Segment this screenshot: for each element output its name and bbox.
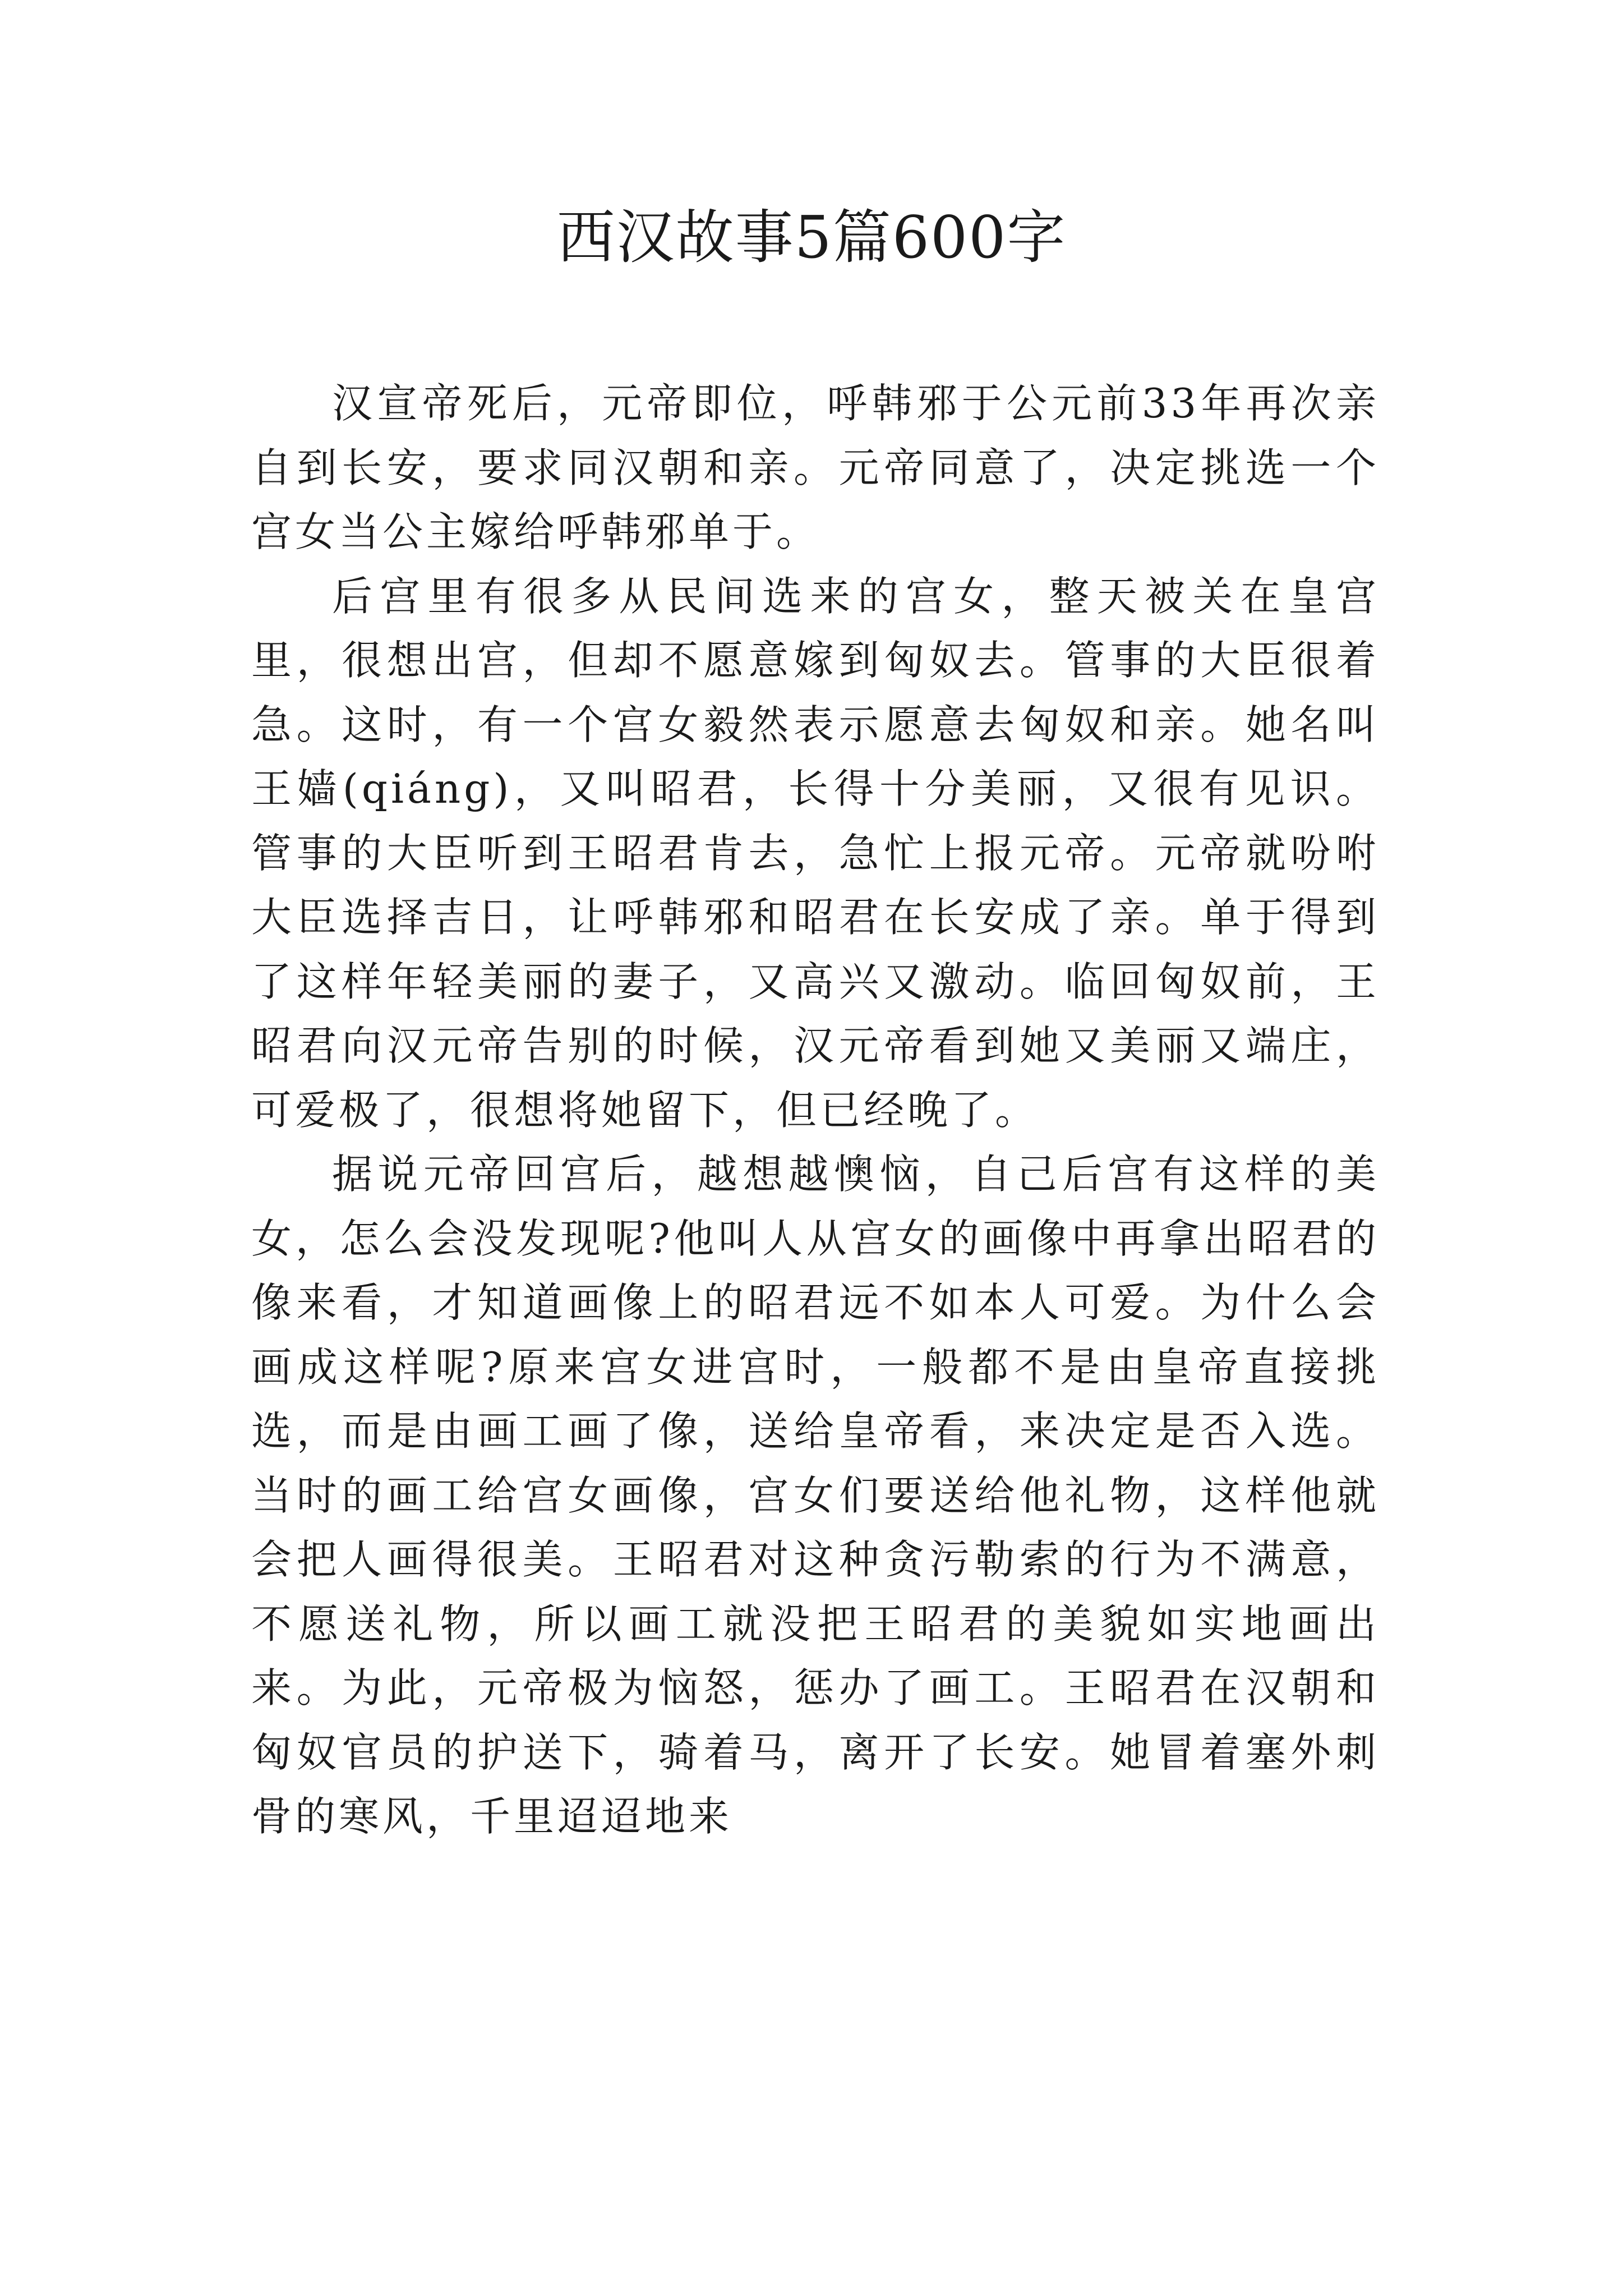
paragraph-1: 汉宣帝死后，元帝即位，呼韩邪于公元前33年再次亲自到长安，要求同汉朝和亲。元帝同意了，决定挑选一个宫女当公主嫁给呼韩邪单于。: [251, 380, 1380, 555]
page-title: 西汉故事5篇600字: [556, 203, 1067, 272]
paragraph-3: 据说元帝回宫后，越想越懊恼，自己后宫有这样的美女，怎么会没发现呢?他叫人从宫女的画像中再拿出昭君的像来看，才知道画像上的昭君远不如本人可爱。为什么会画成这样呢?原来宫女进宫时，一般都不是由皇帝直接挑选，而是由画工画了像，送给皇帝看，来决定是否入选。当时的画工给宫女画像，宫女们要送给他礼物，这样他就会把人画得很美。王昭君对这种贪污勒索的行为不满意，不愿送礼物，所以画工就没把王昭君的美貌如实地画出来。为此，元帝极为恼怒，惩办了画工。王昭君在汉朝和匈奴官员的护送下，骑着马，离开了长安。她冒着塞外刺骨的寒风，千里迢迢地来: [251, 1151, 1380, 1840]
paragraph-2: 后宫里有很多从民间选来的宫女，整天被关在皇宫里，很想出宫，但却不愿意嫁到匈奴去。管事的大臣很着急。这时，有一个宫女毅然表示愿意去匈奴和亲。她名叫王嫱(qiáng)，又叫昭君，长得十分美丽，又很有见识。管事的大臣听到王昭君肯去，急忙上报元帝。元帝就吩咐大臣选择吉日，让呼韩邪和昭君在长安成了亲。单于得到了这样年轻美丽的妻子，又高兴又激动。临回匈奴前，王昭君向汉元帝告别的时候，汉元帝看到她又美丽又端庄，可爱极了，很想将她留下，但已经晚了。: [251, 572, 1380, 1134]
document-body: [251, 371, 1380, 1849]
